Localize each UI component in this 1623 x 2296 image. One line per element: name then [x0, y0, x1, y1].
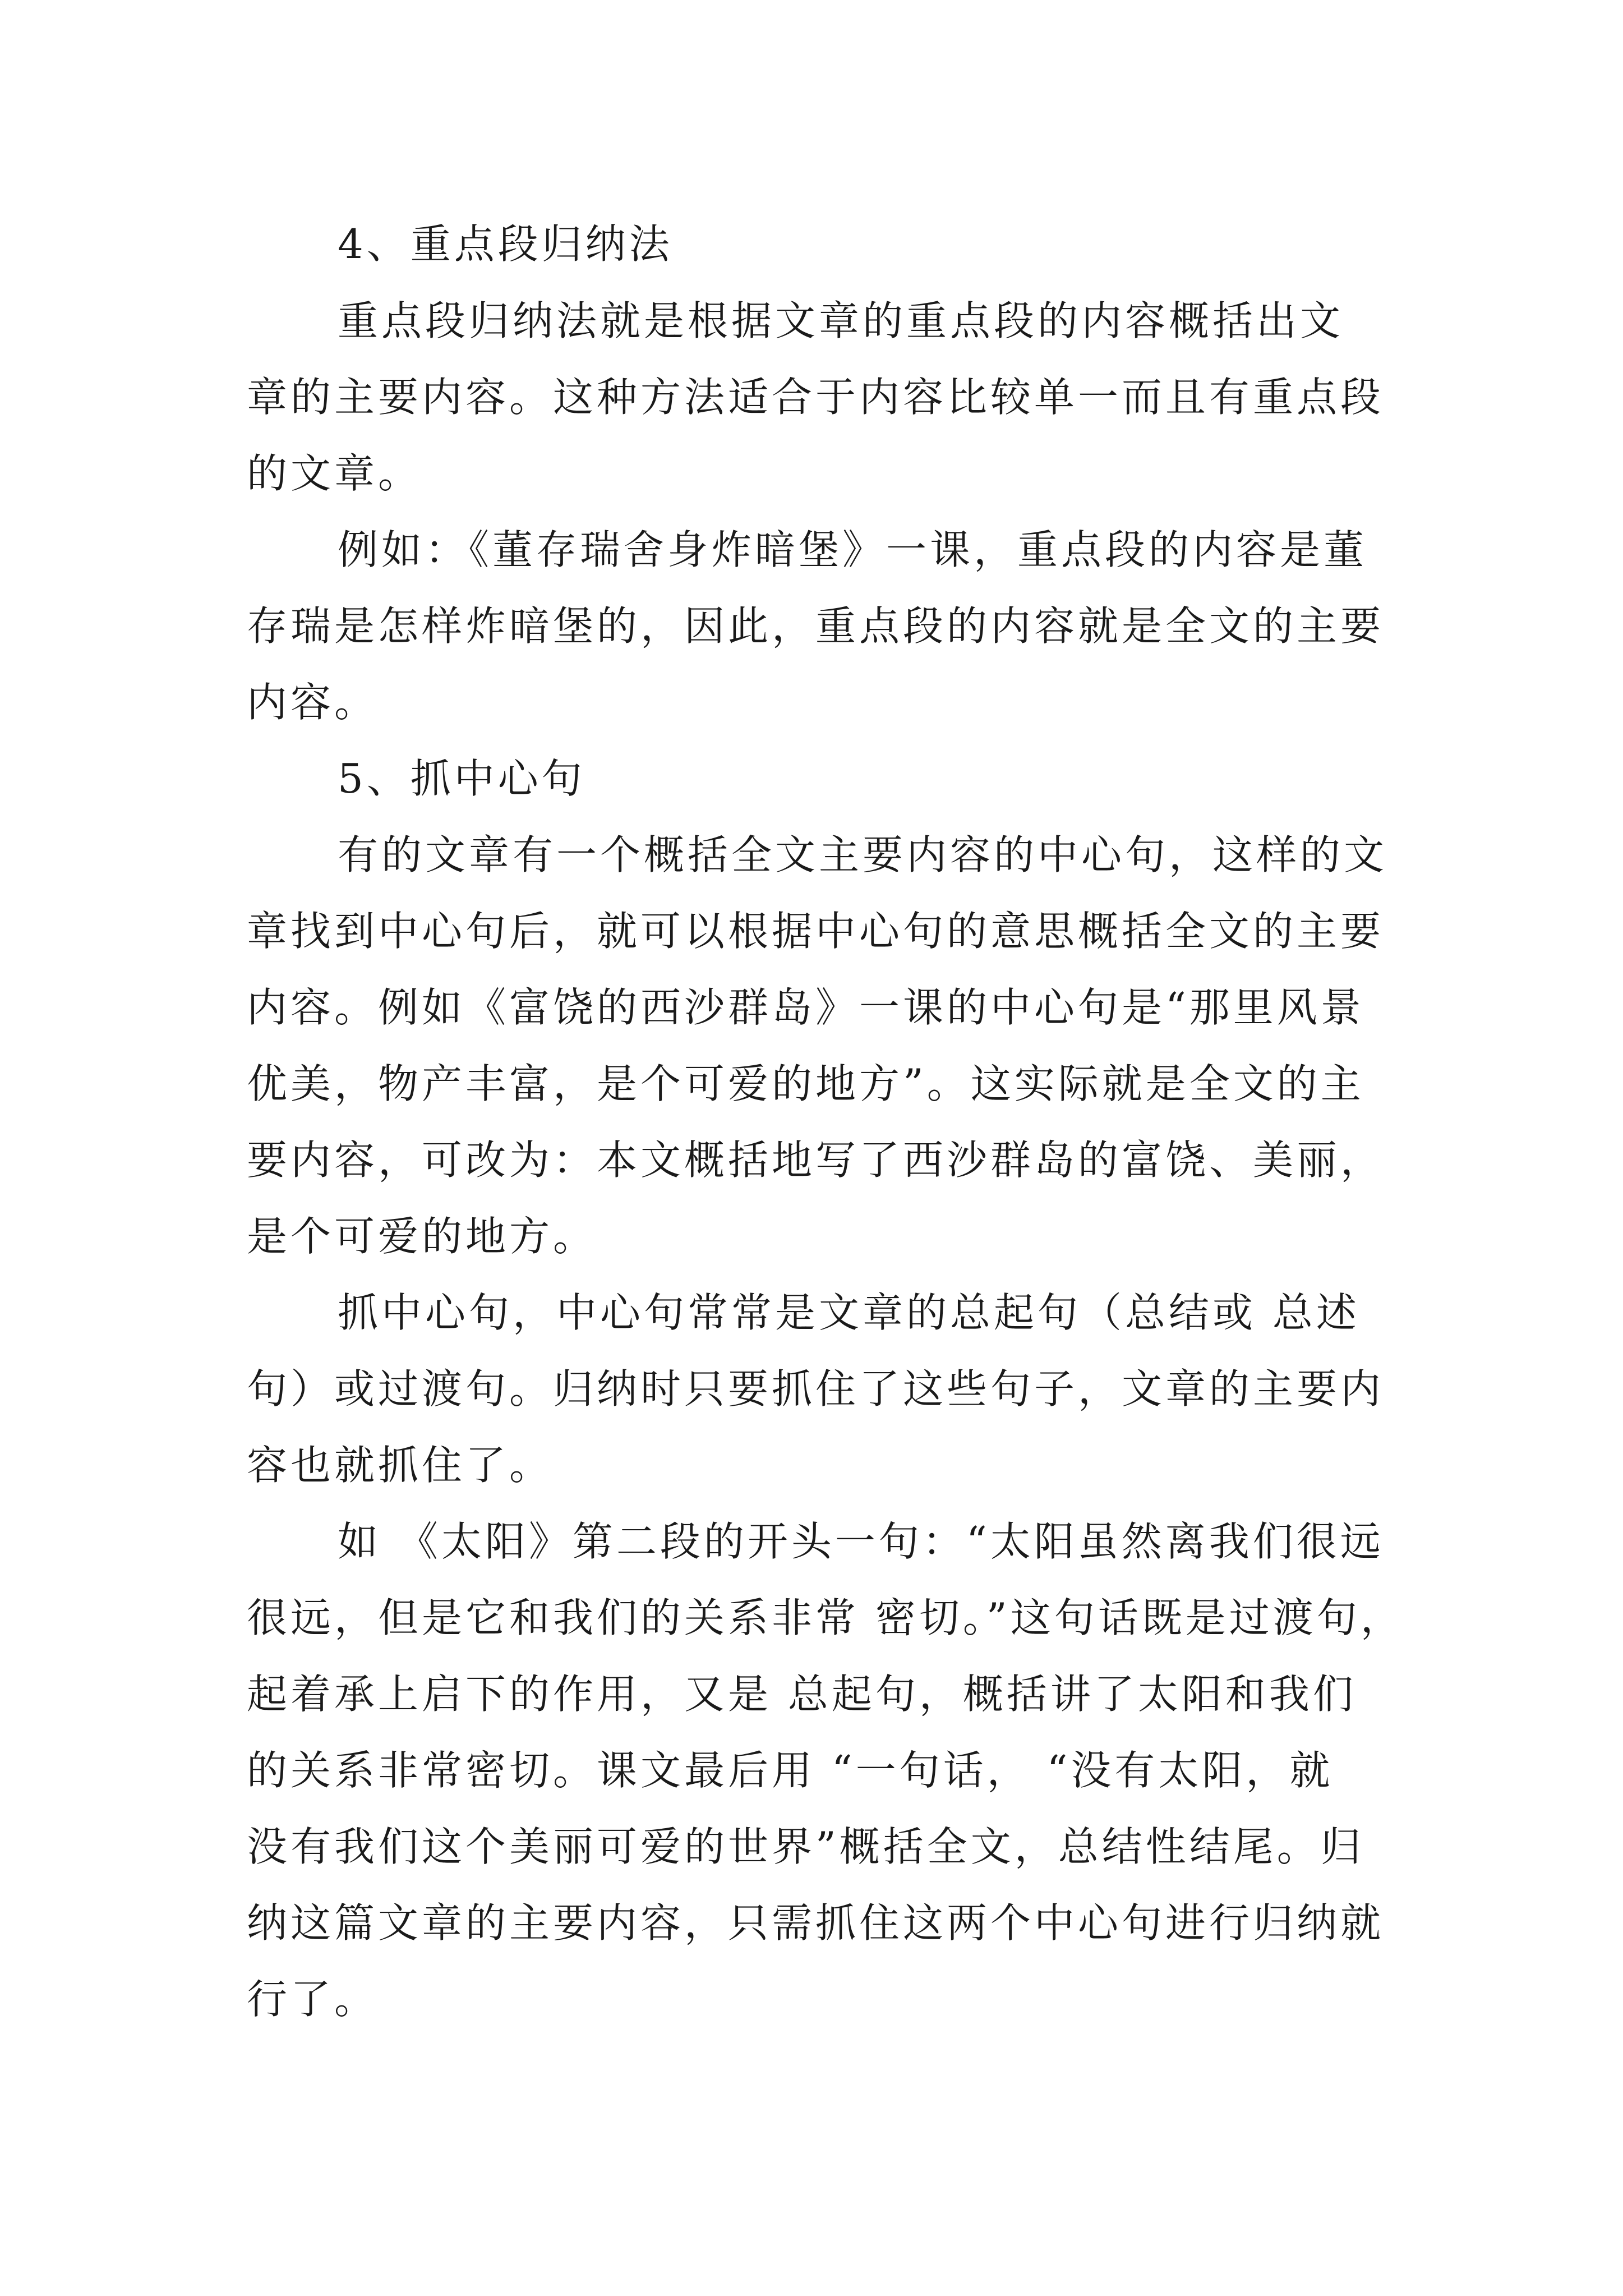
paragraph-line: 存瑞是怎样炸暗堡的，因此，重点段的内容就是全文的主要	[247, 602, 1385, 650]
heading-method-5: 5、抓中心句	[338, 755, 585, 802]
paragraph-line: 例如：《董存瑞舍身炸暗堡》一课，重点段的内容是董	[338, 526, 1368, 573]
paragraph-line: 起着承上启下的作用，又是 总起句，概括讲了太阳和我们	[247, 1671, 1357, 1718]
paragraph-line: 行了。	[247, 1976, 379, 2023]
paragraph-line: 没有我们这个美丽可爱的世界”概括全文，总结性结尾。归	[247, 1823, 1364, 1870]
heading-method-4: 4、重点段归纳法	[338, 220, 673, 268]
paragraph-line: 容也就抓住了。	[247, 1442, 554, 1489]
paragraph-line: 章找到中心句后，就可以根据中心句的意思概括全文的主要	[247, 908, 1385, 955]
paragraph-line: 内容。	[247, 679, 379, 726]
paragraph-line: 章的主要内容。这种方法适合于内容比较单一而且有重点段	[247, 374, 1385, 421]
paragraph-line: 重点段归纳法就是根据文章的重点段的内容概括出文	[338, 297, 1344, 344]
paragraph-line: 如 《太阳》第二段的开头一句：“太阳虽然离我们很远	[338, 1518, 1384, 1565]
paragraph-line: 要内容，可改为：本文概括地写了西沙群岛的富饶、美丽，	[247, 1137, 1385, 1184]
paragraph-line: 的关系非常密切。课文最后用 “一句话， “没有太阳，就	[247, 1747, 1334, 1794]
paragraph-line: 很远，但是它和我们的关系非常 密切。”这句话既是过渡句，	[247, 1594, 1404, 1641]
paragraph-line: 内容。例如《富饶的西沙群岛》一课的中心句是“那里风景	[247, 984, 1364, 1031]
paragraph-line: 的文章。	[247, 450, 422, 497]
paragraph-line: 是个可爱的地方。	[247, 1213, 597, 1260]
paragraph-line: 抓中心句，中心句常常是文章的总起句（总结或 总述	[338, 1289, 1360, 1336]
paragraph-line: 有的文章有一个概括全文主要内容的中心句，这样的文	[338, 831, 1388, 878]
paragraph-line: 纳这篇文章的主要内容，只需抓住这两个中心句进行归纳就	[247, 1899, 1385, 1947]
paragraph-line: 句）或过渡句。归纳时只要抓住了这些句子，文章的主要内	[247, 1365, 1385, 1412]
paragraph-line: 优美，物产丰富，是个可爱的地方”。这实际就是全文的主	[247, 1060, 1364, 1107]
